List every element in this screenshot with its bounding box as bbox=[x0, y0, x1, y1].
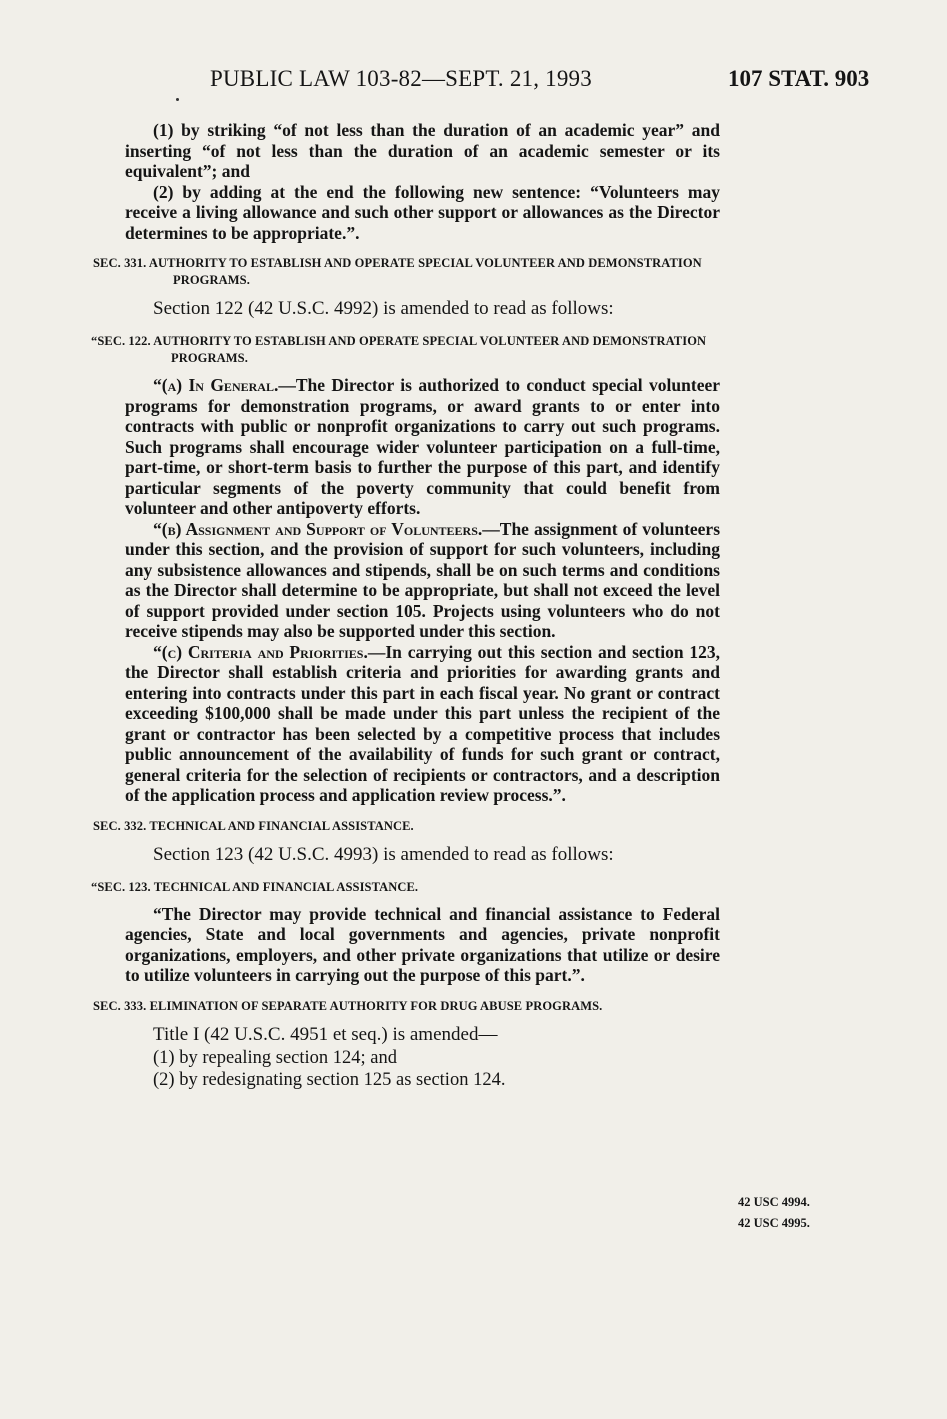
section-332-heading: SEC. 332. TECHNICAL AND FINANCIAL ASSISTANCE. bbox=[93, 818, 414, 833]
section-331-intro: Section 122 (42 U.S.C. 4992) is amended to read as follows: bbox=[153, 298, 614, 319]
section-333-intro: Title I (42 U.S.C. 4951 et seq.) is amended— bbox=[153, 1023, 498, 1045]
margin-notes bbox=[738, 1192, 810, 1234]
section-331-heading: SEC. 331. AUTHORITY TO ESTABLISH AND OPERATE SPECIAL VOLUNTEER AND DEMONSTRATION PROGRAMS. bbox=[93, 256, 702, 287]
margin-note-1: 42 USC 4994. bbox=[738, 1195, 810, 1209]
section-123-text: “The Director may provide technical and financial assistance to Federal agencies, State and local governments and agencies, private nonprofit organizations, employers, and other private organizations that utilize or desire to utilize volunteers in carrying out the purpose of this part.”. bbox=[125, 903, 720, 985]
section-122-heading: “SEC. 122. AUTHORITY TO ESTABLISH AND OPERATE SPECIAL VOLUNTEER AND DEMONSTRATION PROGRAMS. bbox=[91, 334, 707, 365]
subsection-b-label: “(b) Assignment and Support of Volunteers. bbox=[153, 518, 483, 539]
section-333-item-2: (2) by redesignating section 125 as section 124. bbox=[153, 1069, 506, 1090]
subsection-a bbox=[125, 375, 720, 519]
margin-note-2: 42 USC 4995. bbox=[738, 1216, 810, 1230]
section-333-item-1: (1) by repealing section 124; and bbox=[153, 1047, 398, 1068]
running-head-stat: 107 STAT. 903 bbox=[728, 66, 870, 91]
subsection-b-text: —The assignment of volunteers under this section, and the provision of support for such volunteers, including any subsistence allowances and stipends, shall be on such terms and conditions as the Director shall determine to be appropriate, but shall not exceed the level of support provided under section 105. Projects using volunteers who do not receive stipends may also be supported under this section. bbox=[125, 518, 721, 641]
subsection-b bbox=[125, 519, 720, 642]
speck bbox=[176, 98, 179, 101]
section-123-heading: “SEC. 123. TECHNICAL AND FINANCIAL ASSISTANCE. bbox=[91, 879, 419, 894]
body-column bbox=[91, 120, 721, 1091]
paragraph-2: (2) by adding at the end the following new sentence: “Volunteers may receive a living allowance and such other support or allowances as the Director determines to be appropriate.”. bbox=[125, 181, 720, 243]
section-332-intro: Section 123 (42 U.S.C. 4993) is amended to read as follows: bbox=[153, 843, 614, 865]
running-head-title: PUBLIC LAW 103-82—SEPT. 21, 1993 bbox=[210, 66, 592, 91]
subsection-c bbox=[125, 642, 720, 806]
subsection-a-text: —The Director is authorized to conduct special volunteer programs for demonstration programs, or award grants to or enter into contracts with public or nonprofit organizations to carry out such programs. Such programs shall encourage wider volunteer participation on a full-time, part-time, or short-term basis to further the purpose of this part, and identify particular segments of the poverty community that could benefit from volunteer and other antipoverty efforts. bbox=[125, 375, 720, 518]
subsection-a-label: “(a) In General. bbox=[153, 375, 279, 395]
subsection-c-text: —In carrying out this section and section 123, the Director shall establish criteria and priorities for awarding grants and entering into contracts under this part in each fiscal year. No grant or contract exceeding $100,000 shall be made under this part unless the recipient of the grant or contractor has been selected by a competitive process that includes public announcement of the availability of funds for such grant or contract, general criteria for the selection of recipients or contractors, and a description of the application process and application review process.”. bbox=[125, 641, 721, 805]
subsection-c-label: “(c) Criteria and Priorities. bbox=[153, 641, 368, 662]
section-333-heading: SEC. 333. ELIMINATION OF SEPARATE AUTHORITY FOR DRUG ABUSE PROGRAMS. bbox=[93, 998, 603, 1013]
paragraph-1: (1) by striking “of not less than the duration of an academic year” and inserting “of not less than the duration of an academic semester or its equivalent”; and bbox=[125, 120, 720, 181]
